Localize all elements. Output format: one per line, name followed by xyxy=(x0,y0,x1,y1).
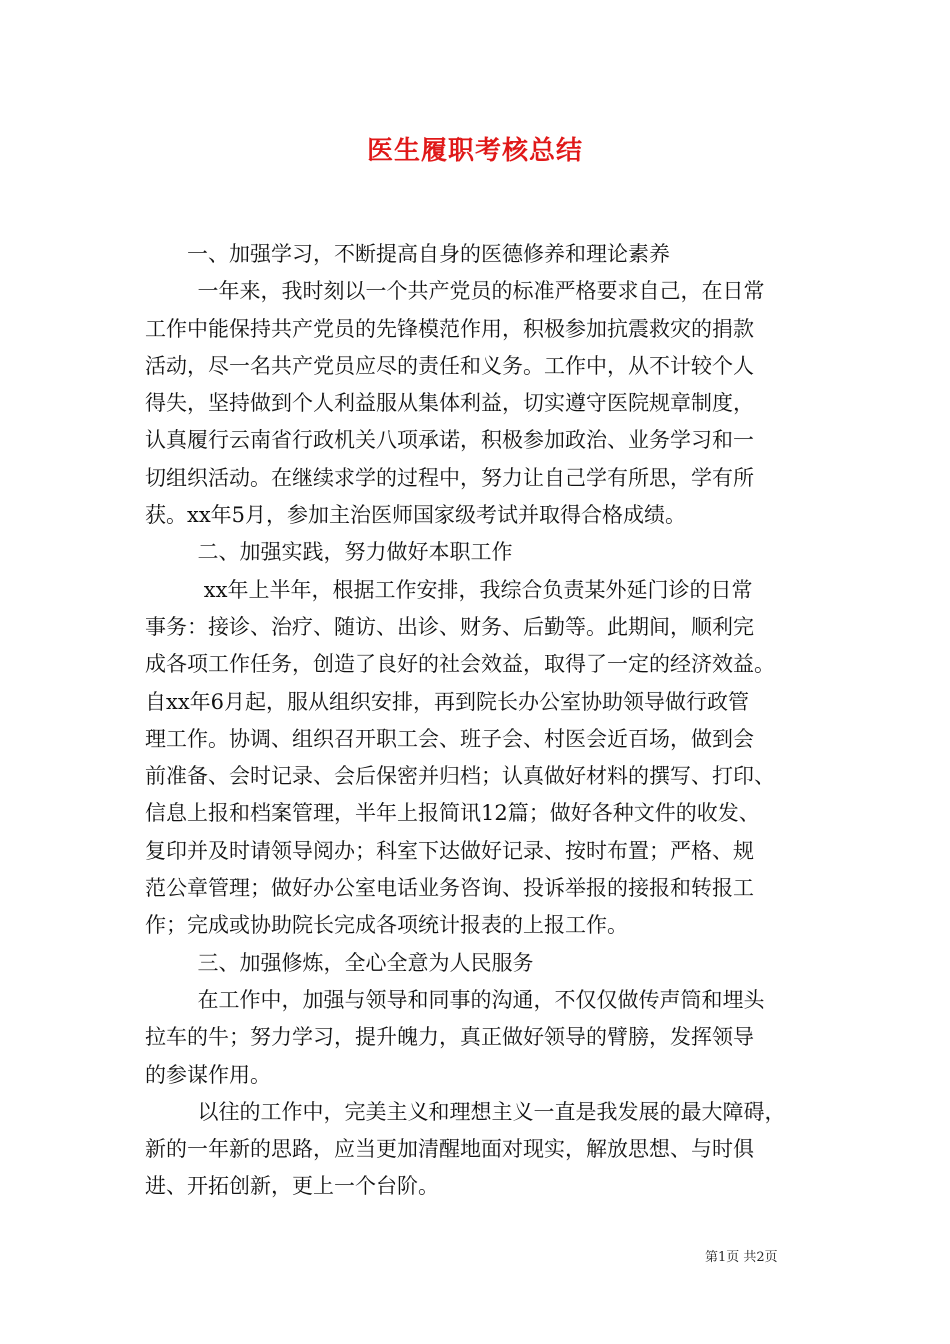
body-line: 二、加强实践，努力做好本职工作 xyxy=(197,540,513,565)
body-line: 得失，坚持做到个人利益服从集体利益，切实遵守医院规章制度， xyxy=(145,391,754,416)
page-number: 第1页 共2页 xyxy=(705,1250,778,1265)
body-line: 在工作中，加强与领导和同事的沟通，不仅仅做传声筒和埋头 xyxy=(197,987,765,1012)
body-line: 作；完成或协助院长完成各项统计报表的上报工作。 xyxy=(145,913,628,938)
body-line: 工作中能保持共产党员的先锋模范作用，积极参加抗震救灾的捐款 xyxy=(145,316,754,341)
body-line: 事务：接诊、治疗、随访、出诊、财务、后勤等。此期间，顺利完 xyxy=(145,614,754,639)
body-line: 三、加强修炼，全心全意为人民服务 xyxy=(197,950,534,975)
body-line: 一年来，我时刻以一个共产党员的标准严格要求自己，在日常 xyxy=(197,279,765,304)
body-line: 以往的工作中，完美主义和理想主义一直是我发展的最大障碍， xyxy=(197,1099,786,1124)
body-line: 信息上报和档案管理，半年上报简讯12篇；做好各种文件的收发、 xyxy=(145,801,760,826)
body-line: 范公章管理；做好办公室电话业务咨询、投诉举报的接报和转报工 xyxy=(145,876,754,901)
body-line: 成各项工作任务，创造了良好的社会效益，取得了一定的经济效益。 xyxy=(145,652,775,677)
body-line: xx年上半年，根据工作安排，我综合负责某外延门诊的日常 xyxy=(203,577,753,602)
body-line: 自xx年6月起，服从组织安排，再到院长办公室协助领导做行政管 xyxy=(145,689,750,714)
body-line: 活动，尽一名共产党员应尽的责任和义务。工作中，从不计较个人 xyxy=(145,353,754,378)
body-line: 一、加强学习，不断提高自身的医德修养和理论素养 xyxy=(187,242,670,266)
document-title: 医生履职考核总结 xyxy=(366,136,583,166)
body-line: 前准备、会时记录、会后保密并归档；认真做好材料的撰写、打印、 xyxy=(145,764,775,789)
body-line: 认真履行云南省行政机关八项承诺，积极参加政治、业务学习和一 xyxy=(145,428,754,453)
body-line: 切组织活动。在继续求学的过程中，努力让自己学有所思，学有所 xyxy=(145,465,754,490)
body-line: 新的一年新的思路，应当更加清醒地面对现实，解放思想、与时俱 xyxy=(145,1137,754,1162)
body-line: 拉车的牛；努力学习，提升魄力，真正做好领导的臂膀，发挥领导 xyxy=(145,1025,754,1050)
body-line: 理工作。协调、组织召开职工会、班子会、村医会近百场，做到会 xyxy=(145,726,754,751)
body-line: 复印并及时请领导阅办；科室下达做好记录、按时布置；严格、规 xyxy=(145,838,754,863)
body-line: 进、开拓创新，更上一个台阶。 xyxy=(145,1174,439,1199)
document-body xyxy=(145,236,810,1206)
body-line: 获。xx年5月，参加主治医师国家级考试并取得合格成绩。 xyxy=(145,503,687,528)
body-line: 的参谋作用。 xyxy=(145,1062,271,1087)
